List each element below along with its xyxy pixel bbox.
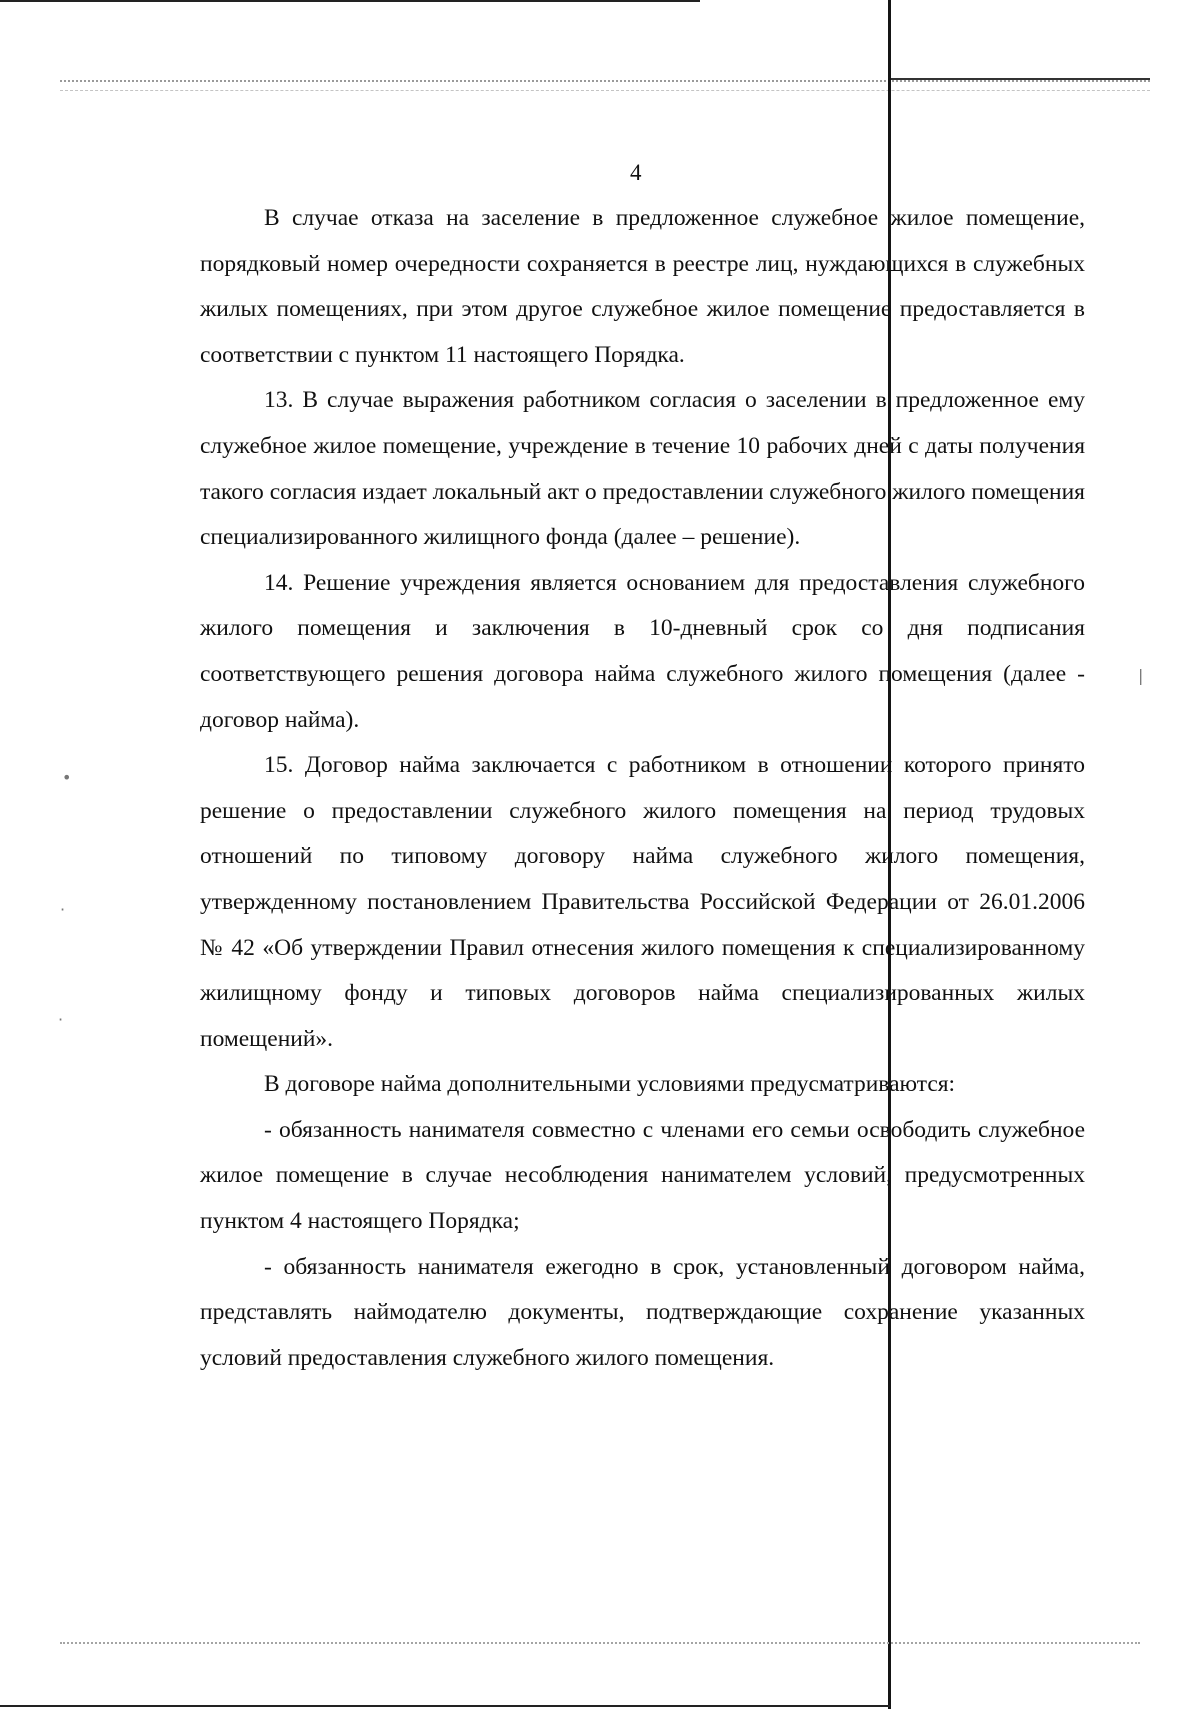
scan-speck: · [58,1010,64,1029]
paragraph-13: 13. В случае выражения работником согласия о заселении в предложенное ему служебное жилое помещение, учреждение в течение 10 рабочих дней с даты получения такого согласия издает локальный акт о предоставлении служебного жилого помещения специализированного жилищного фонда (далее – решение). [200,387,1085,551]
scan-rule-top-right [890,78,1150,80]
paragraph-15: 15. Договор найма заключается с работником в отношении которого принято решение о предоставлении служебного жилого помещения на период трудовых отношений по типовому договору найма служебного жилого помещения, утвержденному постановлением Правительства Российской Федерации от 26.01.2006 № 42 «Об утверждении Правил отнесения жилого помещения к специализированному жилищному фонду и типовых договоров найма специализированных жилых помещений». [200,752,1085,1052]
list-item-documents-obligation: - обязанность нанимателя ежегодно в срок, установленный договором найма, представлять наймодателю документы, подтверждающие сохранение указанных условий предоставления служебного жилого помещения. [200,1253,1085,1371]
scan-border-bottom [0,1705,890,1707]
list-item-vacate-obligation: - обязанность нанимателя совместно с членами его семьи освободить служебное жилое помещение в случае несоблюдения нанимателем условий, предусмотренных пунктом 4 настоящего Порядка; [200,1116,1085,1235]
page-number: 4 [630,160,642,185]
paragraph-refusal: В случае отказа на заселение в предложенное служебное жилое помещение, порядковый номер очередности сохраняется в реестре лиц, нуждающихся в служебных жилых помещениях, при этом другое служебное жилое помещение предоставляется в соответствии с пунктом 11 настоящего Порядка. [200,205,1085,368]
scan-border-top [0,0,700,2]
scan-speck: • [62,768,72,787]
document-body [200,196,1085,1381]
scan-noise-bottom [60,1642,1140,1650]
scan-speck: | [1138,666,1144,685]
scan-speck: · [60,900,66,919]
paragraph-14: 14. Решение учреждения является основанием для предоставления служебного жилого помещения и заключения в 10-дневный срок со дня подписания соответствующего решения договора найма служебного жилого помещения (далее - договор найма). [200,569,1085,733]
paragraph-additional-conditions: В договоре найма дополнительными условиями предусматриваются: [264,1071,956,1098]
scan-noise-top [60,80,1150,91]
